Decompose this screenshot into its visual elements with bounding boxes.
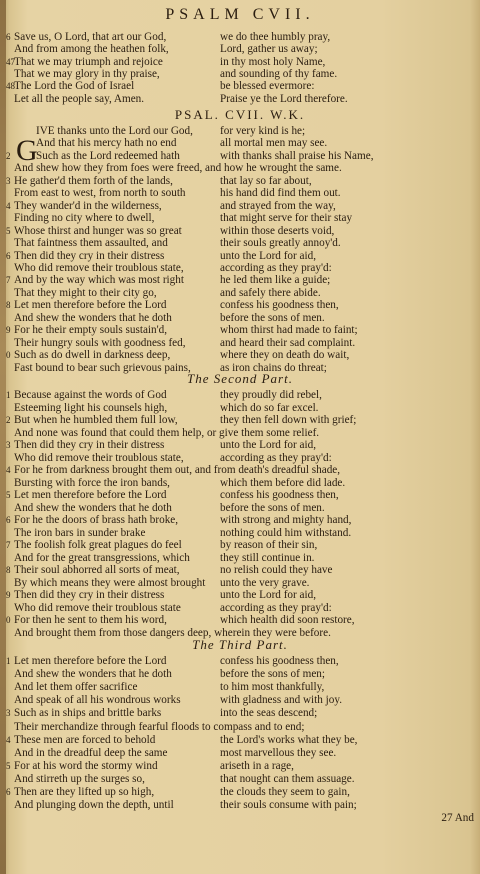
verse-text-left: Finding no city where to dwell, <box>14 212 155 225</box>
verse-number: 0 <box>6 350 11 361</box>
verse-line <box>0 786 480 799</box>
verse-line <box>0 552 480 565</box>
section-heading-row <box>0 372 480 385</box>
verse-text-left: Then did they cry in their distress <box>14 589 165 601</box>
psalm-title: PSAL. CVII. W.K. <box>174 107 306 122</box>
verse-text-right: unto the Lord for aid, <box>220 249 317 262</box>
verse-line <box>0 589 480 602</box>
verse-number: 8 <box>6 300 11 311</box>
verse-line <box>0 150 480 163</box>
verse-line <box>0 655 480 668</box>
verse-line <box>0 414 480 427</box>
verse-text-right: by reason of their sin, <box>220 539 318 551</box>
verse-number: 2 <box>6 150 11 161</box>
verse-number: 6 <box>6 32 11 42</box>
verse-line <box>0 262 480 275</box>
verse-text-left: That faintness them assaulted, and <box>14 237 168 250</box>
verse-number: 7 <box>6 540 11 550</box>
verse-line <box>0 614 480 627</box>
verse-line <box>0 564 480 577</box>
verse-text-right: for very kind is he; <box>220 125 306 137</box>
verse-text-left: And shew the wonders that he doth <box>14 311 172 324</box>
verse-text-left: Because against the words of God <box>14 389 167 401</box>
verse-line <box>0 773 480 786</box>
verse-text-left: For then he sent to them his word, <box>14 614 167 626</box>
verse-line <box>0 299 480 312</box>
verse-line <box>0 502 480 515</box>
verse-text-left: Let men therefore before the Lord <box>14 489 167 501</box>
verse-text-right: to him most thankfully, <box>220 681 325 694</box>
verse-text-right: they still continue in. <box>220 551 315 564</box>
verse-text-left: The Lord the God of Israel <box>14 80 135 93</box>
verse-line <box>0 250 480 263</box>
verse-line <box>0 93 480 106</box>
verse-text-right: and heard their sad complaint. <box>220 336 356 349</box>
verse-line <box>0 287 480 300</box>
verse-number: 6 <box>6 515 11 525</box>
verse-text-left: Who did remove their troublous state <box>14 601 181 614</box>
verse-line <box>0 162 480 175</box>
page-header: PSALM CVII. <box>165 6 315 23</box>
verse-line <box>0 312 480 325</box>
verse-line <box>0 402 480 415</box>
verse-line <box>0 274 480 287</box>
verse-line <box>0 324 480 337</box>
verse-line <box>0 734 480 747</box>
verse-text-left: For he their empty souls sustain'd, <box>14 324 168 337</box>
verse-number: 47 <box>6 56 15 67</box>
section-heading: The Third Part. <box>192 637 288 652</box>
verse-text-left: That we may glory in thy praise, <box>14 67 160 80</box>
verse-text-right: within those deserts void, <box>220 224 335 237</box>
verse-line <box>0 337 480 350</box>
catchword-row <box>0 812 480 825</box>
verse-text-left: IVE thanks unto the Lord our God, <box>36 125 193 137</box>
verse-text-left: And speak of all his wondrous works <box>14 694 181 707</box>
verse-text-full: And none was found that could them help, or give them some relief. <box>14 426 320 439</box>
verse-text-right: his hand did find them out. <box>220 187 341 200</box>
verse-number: 9 <box>6 325 11 336</box>
verse-number: 0 <box>6 615 11 625</box>
verse-line <box>0 577 480 590</box>
verse-text-left: Fast bound to bear such grievous pains, <box>14 361 191 374</box>
verse-text-right: as iron chains do threat; <box>220 361 327 374</box>
verse-text-left: By which means they were almost brought <box>14 576 206 589</box>
verse-line <box>0 80 480 93</box>
verse-text-left: That they might to their city go, <box>14 286 157 299</box>
verse-text-right: according as they pray'd: <box>220 451 332 464</box>
verse-line <box>0 137 480 150</box>
verse-line <box>0 477 480 490</box>
verse-text-right: with gladness and with joy. <box>220 694 343 707</box>
verse-number: 4 <box>6 734 11 745</box>
verse-line <box>0 125 480 138</box>
catchword: 27 And <box>441 812 474 824</box>
verse-number: 3 <box>6 708 11 719</box>
verse-text-left: Esteeming light his counsels high, <box>14 401 168 414</box>
verse-text-right: all mortal men may see. <box>220 137 328 150</box>
verse-text-right: confess his goodness then, <box>220 299 339 312</box>
verse-line <box>0 464 480 477</box>
verse-line <box>0 707 480 720</box>
verse-line <box>0 43 480 56</box>
verse-text-left: Then did they cry in their distress <box>14 439 165 451</box>
verse-text-left: But when he humbled them full low, <box>14 414 178 426</box>
verse-number: 7 <box>6 275 11 286</box>
verse-number: 6 <box>6 250 11 261</box>
verse-text-left: And from among the heathen folk, <box>14 43 169 56</box>
verse-line <box>0 527 480 540</box>
verse-text-left: Let men therefore before the Lord <box>14 655 167 667</box>
verse-text-right: that might serve for their stay <box>220 212 353 225</box>
verse-line <box>0 760 480 773</box>
verse-text-right: their souls consume with pain; <box>220 799 357 812</box>
verse-line <box>0 681 480 694</box>
verse-text-left: Bursting with force the iron bands, <box>14 476 170 489</box>
verse-text-right: before the sons of men. <box>220 501 325 514</box>
verse-text-right: unto the Lord for aid, <box>220 439 317 451</box>
verse-text-right: Lord, gather us away; <box>220 43 318 56</box>
verse-text-right: and strayed from the way, <box>220 199 336 212</box>
verse-text-left: And in the dreadful deep the same <box>14 746 168 759</box>
verse-text-right: whom thirst had made to faint; <box>220 324 358 337</box>
section-heading: The Second Part. <box>187 371 293 386</box>
verse-number: 4 <box>6 200 11 211</box>
verse-text-left: For at his word the stormy wind <box>14 759 158 772</box>
verse-line <box>0 489 480 502</box>
verse-line <box>0 187 480 200</box>
verse-text-left: Such as in ships and brittle barks <box>14 707 162 720</box>
verse-line <box>0 514 480 527</box>
verse-text-full: Their merchandize through fearful floods to compass and to end; <box>14 720 305 733</box>
verse-text-left: And that his mercy hath no end <box>36 137 177 150</box>
verse-line <box>0 349 480 362</box>
verse-number: 1 <box>6 390 11 400</box>
verse-text-left: Let all the people say, Amen. <box>14 92 145 105</box>
verse-text-left: Who did remove their troublous state, <box>14 451 184 464</box>
verse-line <box>0 539 480 552</box>
verse-text-left: He gather'd them forth of the lands, <box>14 174 173 187</box>
verse-text-left: And shew the wonders that he doth <box>14 668 172 681</box>
verse-text-right: the clouds they seem to gain, <box>220 786 350 798</box>
verse-number: 3 <box>6 440 11 450</box>
verse-text-right: before the sons of men; <box>220 668 326 681</box>
verse-text-right: and safely there abide. <box>220 286 321 299</box>
verse-line <box>0 747 480 760</box>
verse-text-right: according as they pray'd: <box>220 261 332 274</box>
verse-line <box>0 452 480 465</box>
verse-text-left: These men are forced to behold <box>14 733 156 746</box>
verse-line <box>0 225 480 238</box>
verse-text-right: he led them like a guide; <box>220 274 331 287</box>
verse-text-right: they proudly did rebel, <box>220 389 322 401</box>
verse-text-right: that lay so far about, <box>220 174 312 187</box>
verse-line <box>0 389 480 402</box>
verse-text-right: ariseth in a rage, <box>220 759 294 772</box>
verse-text-left: And shew the wonders that he doth <box>14 501 172 514</box>
verse-line <box>0 427 480 440</box>
verse-number: 48 <box>6 81 15 92</box>
verse-number: 3 <box>6 175 11 186</box>
verse-text-right: nothing could him withstand. <box>220 526 352 539</box>
verse-line <box>0 439 480 452</box>
verse-text-left: The iron bars in sunder brake <box>14 526 146 539</box>
verse-text-left: For he the doors of brass hath broke, <box>14 514 179 526</box>
verse-line <box>0 212 480 225</box>
verse-text-right: which them before did lade. <box>220 476 346 489</box>
verse-text-right: no relish could they have <box>220 564 333 576</box>
verse-text-left: The foolish folk great plagues do feel <box>14 539 182 551</box>
verse-line <box>0 200 480 213</box>
verse-number: 5 <box>6 225 11 236</box>
verse-line <box>0 68 480 81</box>
verse-text-right: they then fell down with grief; <box>220 414 357 426</box>
verse-text-right: unto the very grave. <box>220 576 310 589</box>
verse-line <box>0 31 480 44</box>
verse-number: 6 <box>6 787 11 797</box>
verse-text-left: Such as the Lord redeemed hath <box>36 149 180 162</box>
verse-number: 5 <box>6 760 11 771</box>
verse-line <box>0 799 480 812</box>
verse-line <box>0 237 480 250</box>
verse-text-right: we do thee humbly pray, <box>220 31 331 43</box>
verse-line <box>0 694 480 707</box>
verse-text-right: into the seas descend; <box>220 707 318 720</box>
verse-text-right: with strong and mighty hand, <box>220 514 352 526</box>
verse-text-right: in thy most holy Name, <box>220 55 326 68</box>
section-heading-row <box>0 638 480 651</box>
verse-text-right: where they on death do wait, <box>220 349 350 362</box>
verse-text-left: Their soul abhorred all sorts of meat, <box>14 564 180 576</box>
verse-text-right: which health did soon restore, <box>220 614 355 626</box>
verse-number: 8 <box>6 565 11 575</box>
verse-line <box>0 175 480 188</box>
psalm-title-row <box>0 108 480 121</box>
verse-text-left: Who did remove their troublous state, <box>14 261 184 274</box>
drop-cap: G <box>16 134 38 167</box>
verse-text-left: Then did they cry in their distress <box>14 249 165 262</box>
verse-line <box>0 56 480 69</box>
verse-text-left: And for the great transgressions, which <box>14 551 190 564</box>
verse-text-right: confess his goodness then, <box>220 655 339 667</box>
verse-text-right: according as they pray'd: <box>220 601 332 614</box>
verse-line <box>0 602 480 615</box>
verse-text-right: unto the Lord for aid, <box>220 589 317 601</box>
verse-text-left: That we may triumph and rejoice <box>14 55 163 68</box>
verse-text-right: be blessed evermore: <box>220 80 315 93</box>
verse-number: 4 <box>6 465 11 475</box>
verse-text-right: and sounding of thy fame. <box>220 67 338 80</box>
verse-text-right: with thanks shall praise his Name, <box>220 149 374 162</box>
verse-text-left: From east to west, from north to south <box>14 187 186 200</box>
verse-text-left: And stirreth up the surges so, <box>14 772 145 785</box>
verse-text-left: Let men therefore before the Lord <box>14 299 167 312</box>
verse-number: 9 <box>6 590 11 600</box>
verse-text-right: that nought can them assuage. <box>220 772 355 785</box>
verse-text-full: For he from darkness brought them out, and from death's dreadful shade, <box>14 464 341 476</box>
verse-text-left: And plunging down the depth, until <box>14 799 174 812</box>
verse-text-right: their souls greatly annoy'd. <box>220 237 341 250</box>
verse-text-left: They wander'd in the wilderness, <box>14 199 162 212</box>
verse-text-left: Such as do dwell in darkness deep, <box>14 349 171 362</box>
verse-text-left: Whose thirst and hunger was so great <box>14 224 182 237</box>
verse-number: 5 <box>6 490 11 500</box>
verse-text-full: And brought them from those dangers deep, wherein they were before. <box>14 626 331 639</box>
verse-number: 2 <box>6 415 11 425</box>
verse-line <box>0 721 480 734</box>
verse-text-left: Save us, O Lord, that art our God, <box>14 31 167 43</box>
verse-text-right: before the sons of men. <box>220 311 325 324</box>
verse-text-right: Praise ye the Lord therefore. <box>220 92 348 105</box>
verse-text-full: And shew how they from foes were freed, and how he wrought the same. <box>14 162 342 175</box>
verse-text-right: which do so far excel. <box>220 401 319 414</box>
verse-text-right: confess his goodness then, <box>220 489 339 501</box>
verse-number: 1 <box>6 656 11 666</box>
verse-text-right: the Lord's works what they be, <box>220 733 358 746</box>
verse-text-left: Then are they lifted up so high, <box>14 786 155 798</box>
verse-text-left: Their hungry souls with goodness fed, <box>14 336 186 349</box>
verse-text-left: And let them offer sacrifice <box>14 681 138 694</box>
verse-line <box>0 668 480 681</box>
verse-text-right: most marvellous they see. <box>220 746 337 759</box>
verse-text-left: And by the way which was most right <box>14 274 184 287</box>
